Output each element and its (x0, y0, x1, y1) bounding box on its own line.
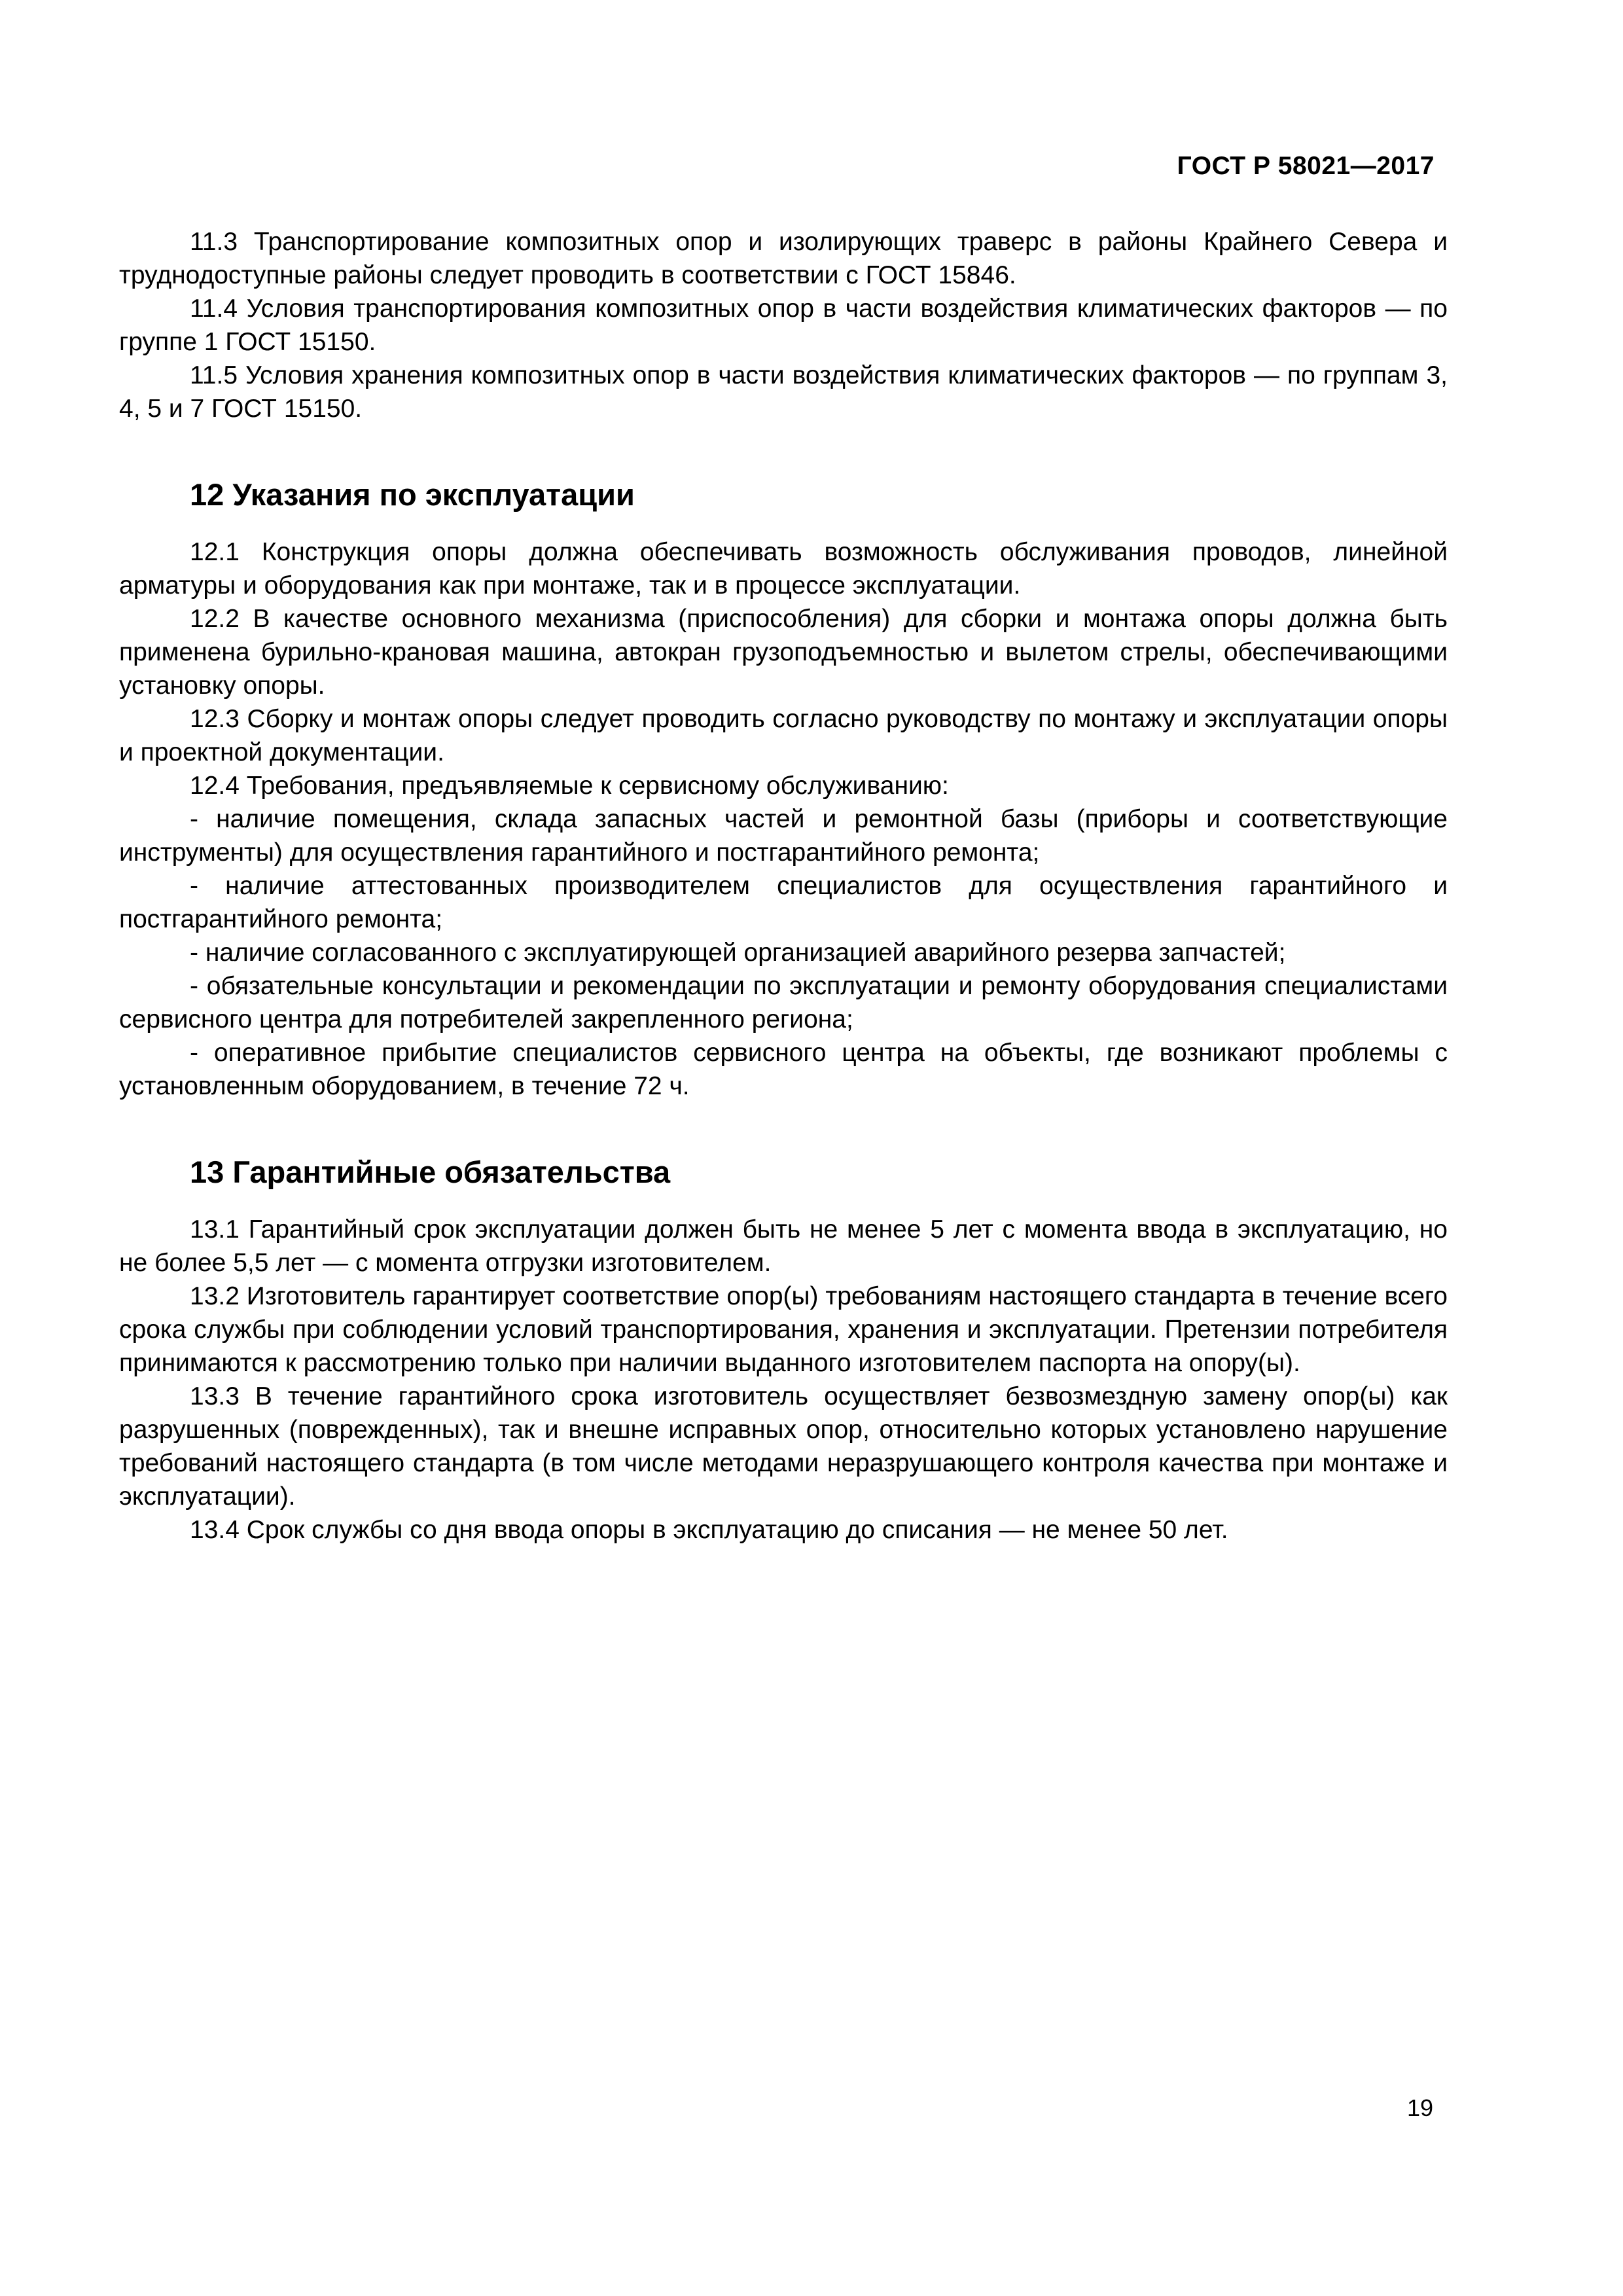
section-12-heading: 12 Указания по эксплуатации (190, 477, 635, 512)
paragraph-13-3: 13.3 В течение гарантийного срока изготовитель осуществляет безвозмездную замену опор(ы) как разрушенных (поврежденных), так и внешне исправных опор, относительно которых установлено нарушение требований настоящего стандарта (в том числе методами неразрушающего контроля качества при монтаже и эксплуатации). (119, 1382, 1448, 1511)
page-number: 19 (1406, 2094, 1433, 2121)
paragraph-13-2: 13.2 Изготовитель гарантирует соответствие опор(ы) требованиям настоящего стандарта в течение всего срока службы при соблюдении условий транспортирования, хранения и эксплуатации. Претензии потребителя принимаются к рассмотрению только при наличии выданного изготовителем паспорта на опору(ы). (119, 1282, 1448, 1377)
paragraph-12-4: 12.4 Требования, предъявляемые к сервисному обслуживанию: (190, 772, 949, 800)
paragraph-11-3: 11.3 Транспортирование композитных опор и изолирующих траверс в районы Крайнего Севера и труднодоступные районы следует проводить в соответствии с ГОСТ 15846. (119, 228, 1448, 289)
section-13-heading: 13 Гарантийные обязательства (190, 1155, 671, 1189)
paragraph-13-4: 13.4 Срок службы со дня ввода опоры в эксплуатацию до списания — не менее 50 лет. (190, 1516, 1228, 1544)
paragraph-12-3: 12.3 Сборку и монтаж опоры следует проводить согласно руководству по монтажу и эксплуатации опоры и проектной документации. (119, 705, 1448, 766)
list-item-emergency-reserve: - наличие согласованного с эксплуатирующей организацией аварийного резерва запчастей; (190, 939, 1286, 967)
document-body (119, 225, 1448, 1547)
standard-code-header: ГОСТ Р 58021—2017 (1177, 152, 1435, 180)
paragraph-13-1: 13.1 Гарантийный срок эксплуатации должен быть не менее 5 лет с момента ввода в эксплуатацию, но не более 5,5 лет — с момента отгрузки изготовителем. (119, 1215, 1448, 1277)
paragraph-12-2: 12.2 В качестве основного механизма (приспособления) для сборки и монтажа опоры должна быть применена бурильно-крановая машина, автокран грузоподъемностью и вылетом стрелы, обеспечивающими установку опоры. (119, 605, 1448, 700)
paragraph-11-4: 11.4 Условия транспортирования композитных опор в части воздействия климатических факторов — по группе 1 ГОСТ 15150. (119, 295, 1448, 356)
list-item-service-premises: - наличие помещения, склада запасных частей и ремонтной базы (приборы и соответствующие инструменты) для осуществления гарантийного и постгарантийного ремонта; (119, 805, 1448, 867)
list-item-rapid-response: - оперативное прибытие специалистов сервисного центра на объекты, где возникают проблемы с установленным оборудованием, в течение 72 ч. (119, 1039, 1448, 1100)
paragraph-12-1: 12.1 Конструкция опоры должна обеспечивать возможность обслуживания проводов, линейной арматуры и оборудования как при монтаже, так и в процессе эксплуатации. (119, 538, 1448, 600)
list-item-certified-specialists: - наличие аттестованных производителем специалистов для осуществления гарантийного и постгарантийного ремонта; (119, 872, 1448, 933)
paragraph-11-5: 11.5 Условия хранения композитных опор в части воздействия климатических факторов — по группам 3, 4, 5 и 7 ГОСТ 15150. (119, 361, 1448, 423)
list-item-consultations: - обязательные консультации и рекомендации по эксплуатации и ремонту оборудования специалистами сервисного центра для потребителей закрепленного региона; (119, 972, 1448, 1033)
